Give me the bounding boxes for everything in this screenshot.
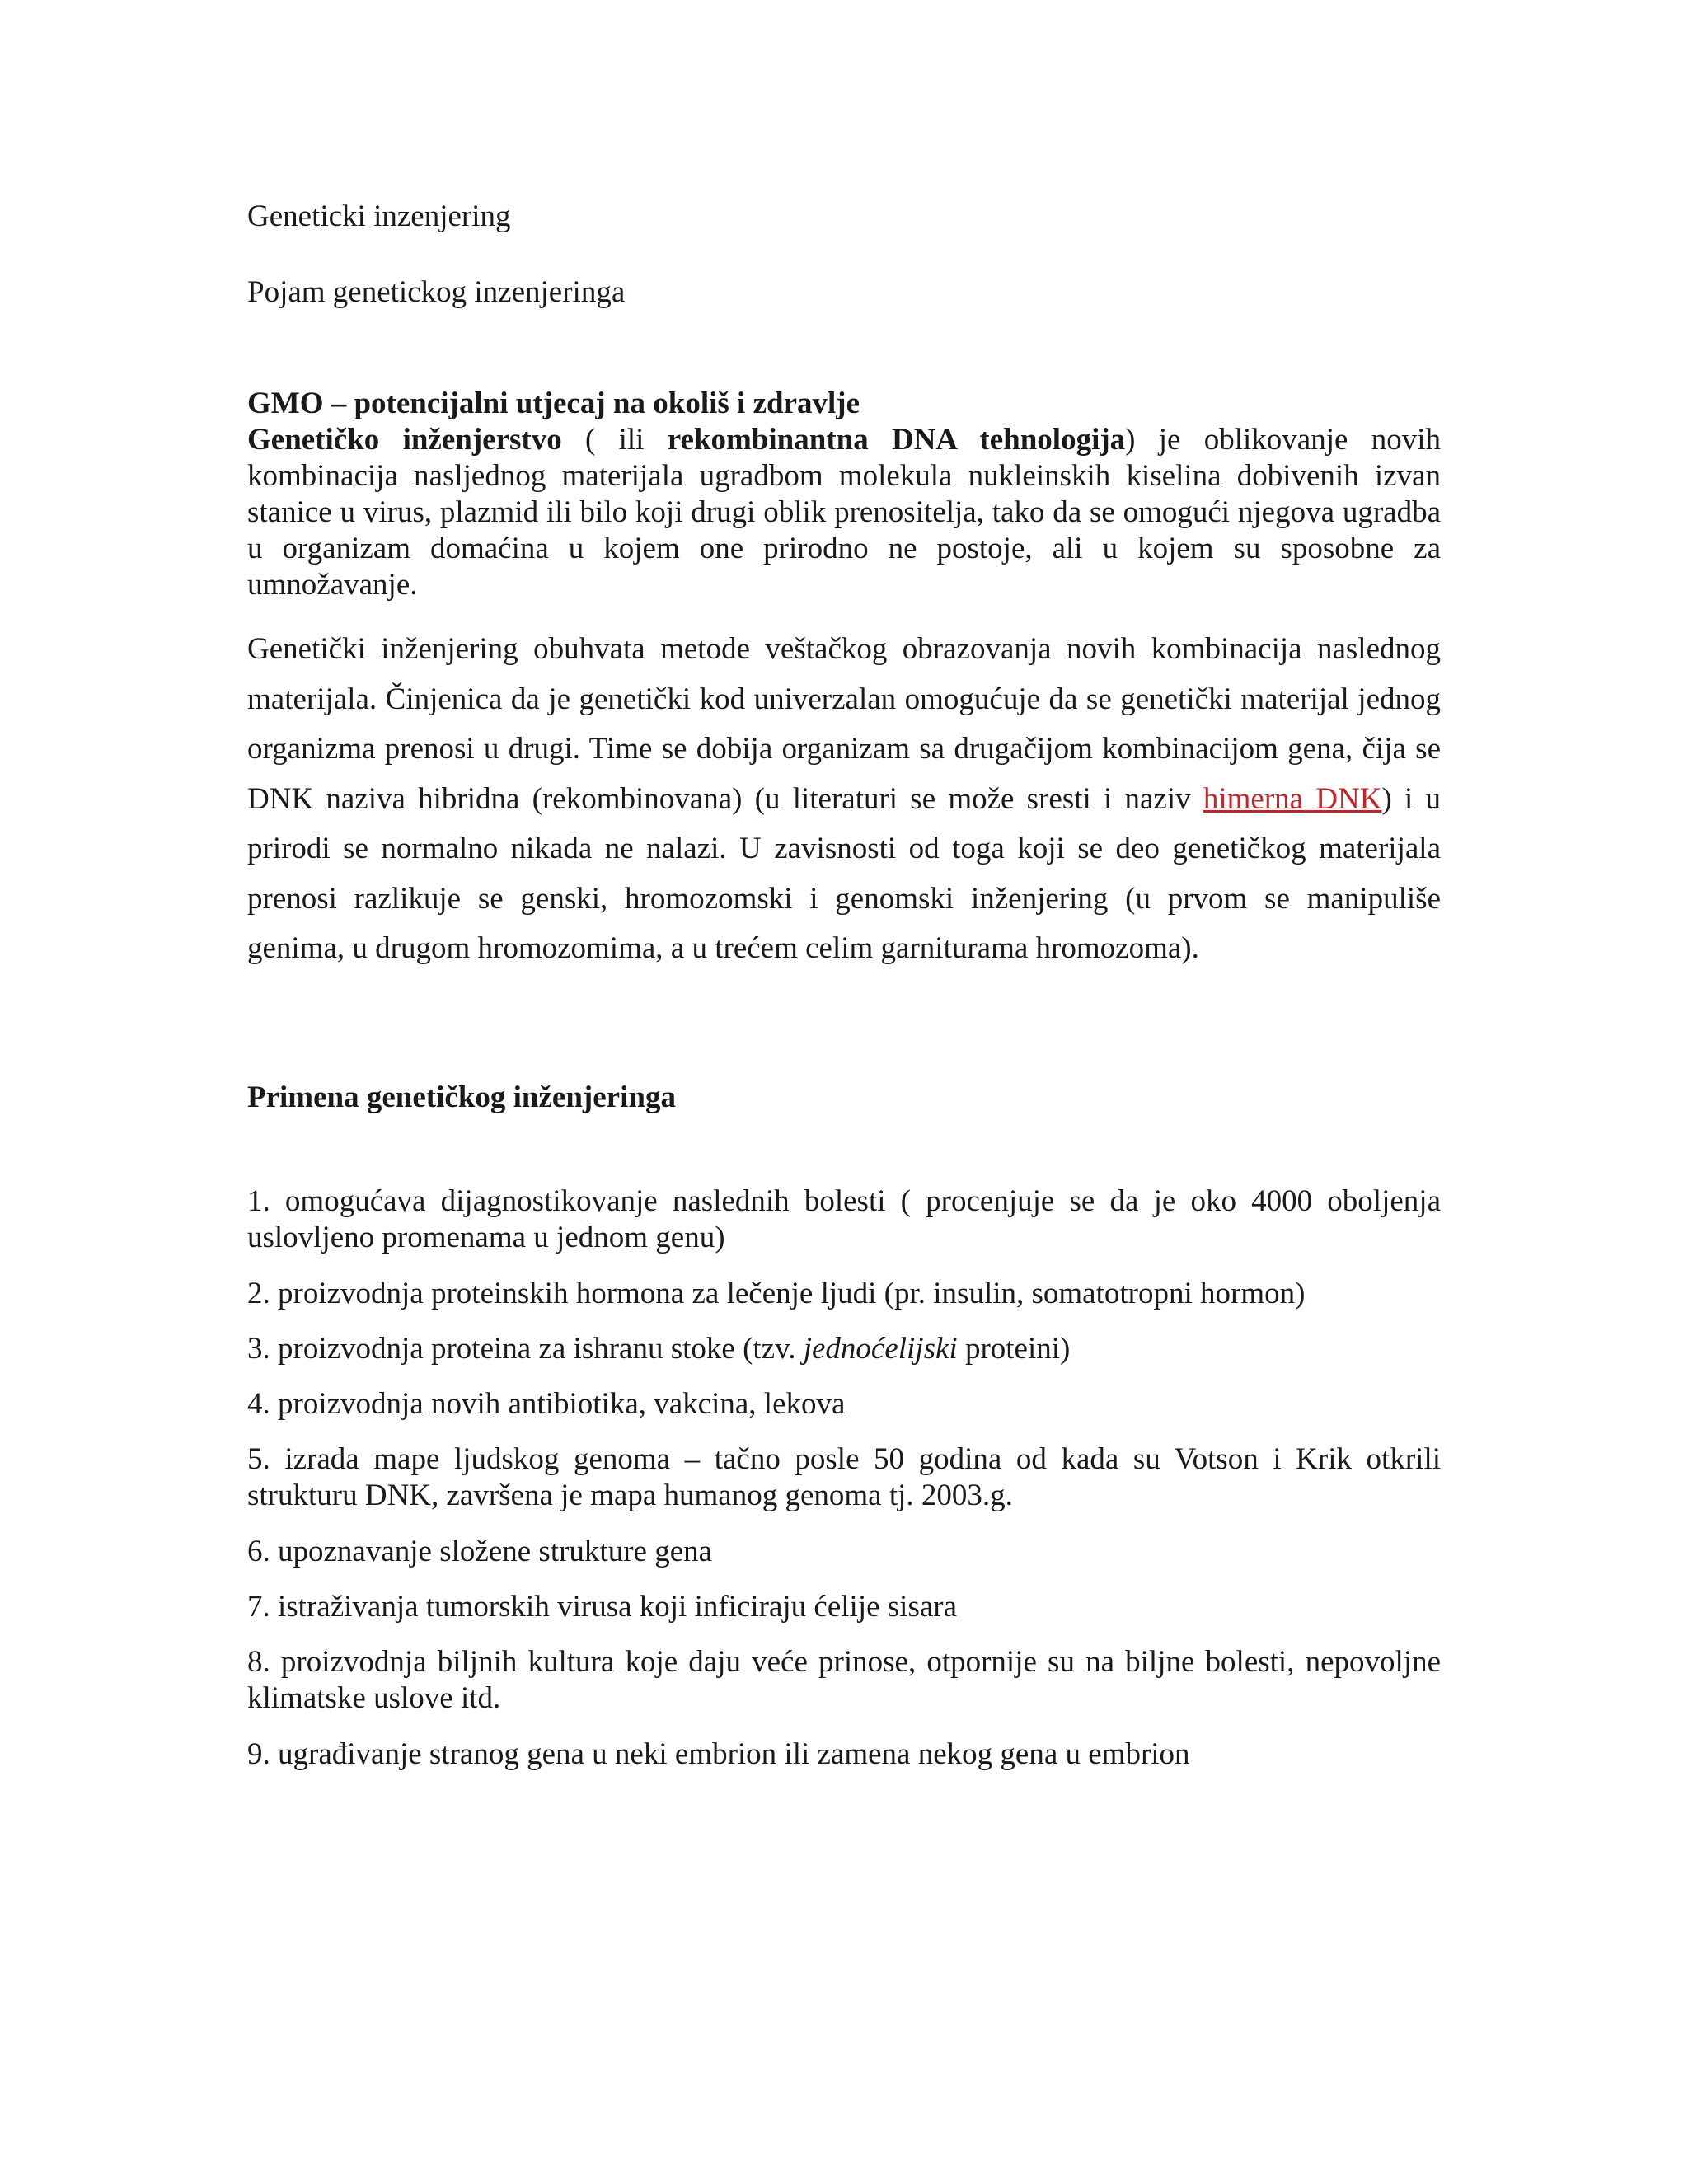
genetics-paragraph	[247, 625, 1441, 974]
item3-italic: jednoćelijski	[803, 1332, 958, 1366]
list-item: 9. ugrađivanje stranog gena u neki embrion ili zamena nekog gena u embrion	[247, 1737, 1190, 1771]
list-item	[247, 1331, 1441, 1367]
item3-start: 3. proizvodnja proteina za ishranu stoke (tzv.	[247, 1332, 804, 1366]
himerna-dnk-link[interactable]: himerna DNK	[1203, 781, 1382, 816]
intro-term: Genetičko inženjerstvo	[247, 423, 562, 457]
document-subtitle: Pojam genetickog inzenjeringa	[247, 275, 626, 309]
intro-open: ( ili	[561, 423, 668, 457]
intro-paragraph	[247, 422, 1441, 603]
primena-heading: Primena genetičkog inženjeringa	[247, 1080, 676, 1114]
para2-after-link: ) i u prirodi se normalno nikada ne nalazi. U zavisnosti od toga koji se deo genetičkog materijala prenosi razlikuje se genski, hromozomski i genomski inženjering (u prvom se manipuliše genima, u drugom hromozomima, a u trećem celim garniturama hromozoma).	[247, 781, 1441, 965]
list-item: 6. upoznavanje složene strukture gena	[247, 1535, 713, 1568]
item3-end: proteini)	[957, 1332, 1071, 1366]
gmo-heading: GMO – potencijalni utjecaj na okoliš i zdravlje	[247, 387, 860, 420]
list-item: 8. proizvodnja biljnih kultura koje daju veće prinose, otpornije su na biljne bolesti, nepovoljne klimatske uslove itd.	[247, 1645, 1441, 1715]
list-item: 5. izrada mape ljudskog genoma – tačno posle 50 godina od kada su Votson i Krik otkrili strukturu DNK, završena je mapa humanog genoma tj. 2003.g.	[247, 1442, 1441, 1512]
para2-before-link: Genetički inženjering obuhvata metode veštačkog obrazovanja novih kombinacija naslednog materijala. Činjenica da je genetički kod univerzalan omogućuje da se genetički materijal jednog organizma prenosi u drugi. Time se dobija organizam sa drugačijom kombinacijom gena, čija se DNK naziva hibridna (rekombinovana) (u literaturi se može sresti i naziv	[247, 632, 1441, 816]
list-item: 1. omogućava dijagnostikovanje naslednih bolesti ( procenjuje se da je oko 4000 oboljenja uslovljeno promenama u jednom genu)	[247, 1184, 1441, 1254]
intro-rest: ) je oblikovanje novih kombinacija nasljednog materijala ugradbom molekula nukleinskih kiselina dobivenih izvan stanice u virus, plazmid ili bilo koji drugi oblik prenositelja, tako da se omogući njegova ugradba u organizam domaćina u kojem one prirodno ne postoje, ali u kojem su sposobne za umnožavanje.	[247, 423, 1441, 602]
list-item: 4. proizvodnja novih antibiotika, vakcina, lekova	[247, 1387, 846, 1421]
intro-term2: rekombinantna DNA tehnologija	[667, 423, 1126, 457]
document-title: Geneticki inzenjering	[247, 199, 511, 233]
list-item: 2. proizvodnja proteinskih hormona za lečenje ljudi (pr. insulin, somatotropni hormon)	[247, 1277, 1306, 1310]
list-item: 7. istraživanja tumorskih virusa koji inficiraju ćelije sisara	[247, 1590, 958, 1624]
